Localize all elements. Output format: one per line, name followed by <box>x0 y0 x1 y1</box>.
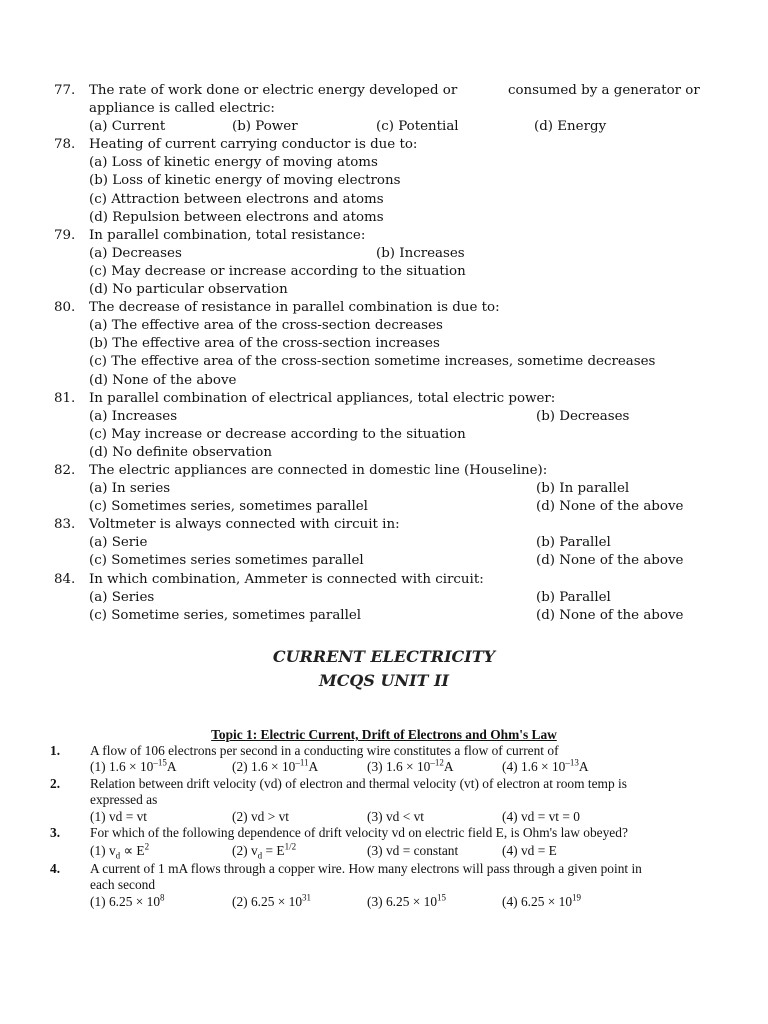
option-b: (b) The effective area of the cross-section increases <box>89 336 440 352</box>
option-d: (d) Repulsion between electrons and atoms <box>89 209 384 225</box>
option-row <box>0 534 768 552</box>
option-2 <box>232 894 311 910</box>
exponent: –15 <box>153 757 167 768</box>
option-b: (b) In parallel <box>536 481 630 497</box>
option-c: (c) Sometime series, sometimes parallel <box>89 607 362 623</box>
question-77 <box>0 82 768 100</box>
question-4-options <box>0 894 768 910</box>
option-d: (d) No particular observation <box>89 282 288 298</box>
question-3 <box>0 825 768 841</box>
option-text: (2) v <box>232 843 258 859</box>
question-number: 80. <box>54 300 76 316</box>
option-b: (b) Loss of kinetic energy of moving electrons <box>89 173 401 189</box>
question-number: 78. <box>54 137 76 153</box>
option-row <box>0 154 768 172</box>
option-b: (b) Parallel <box>536 589 611 605</box>
topic-title: Topic 1: Electric Current, Drift of Electrons and Ohm's Law <box>211 727 557 742</box>
question-text: A current of 1 mA flows through a copper wire. How many electrons will pass through a given point in <box>90 860 642 876</box>
question-number: 77. <box>54 83 76 98</box>
option-d: (d) None of the above <box>536 553 684 569</box>
option-text: (4) 6.25 × 10 <box>502 893 573 909</box>
option-d: (d) None of the above <box>89 372 237 388</box>
option-row <box>0 607 768 625</box>
option-d: (d) No definite observation <box>89 444 272 460</box>
option-c: (c) Sometimes series sometimes parallel <box>89 553 364 569</box>
question-text: For which of the following dependence of drift velocity vd on electric field E, is Ohm's law obeyed? <box>90 824 628 840</box>
question-2 <box>0 776 768 792</box>
heading-title: CURRENT ELECTRICITY <box>272 647 496 666</box>
option-row <box>0 191 768 209</box>
option-d: (d) None of the above <box>536 499 684 515</box>
option-b: (b) Parallel <box>536 535 611 551</box>
question-4-line-2 <box>0 877 768 893</box>
option-3: (3) vd < vt <box>367 808 425 824</box>
exponent: 15 <box>437 892 447 903</box>
option-d: (d) None of the above <box>536 607 684 623</box>
option-3 <box>367 894 446 910</box>
option-row <box>0 408 768 426</box>
unit: A <box>443 759 454 775</box>
question-number: 1. <box>50 743 61 758</box>
question-77-line-2 <box>0 100 768 118</box>
option-row <box>0 172 768 190</box>
question-text: The electric appliances are connected in domestic line (Houseline): <box>89 462 548 478</box>
option-text: (1) v <box>90 843 116 859</box>
question-number: 84. <box>54 571 76 587</box>
option-a: (a) Series <box>89 589 155 605</box>
question-number: 79. <box>54 227 76 243</box>
option-row <box>0 353 768 371</box>
question-number: 83. <box>54 517 76 533</box>
option-row <box>0 263 768 281</box>
option-row <box>0 245 768 263</box>
question-text: In parallel combination of electrical appliances, total electric power: <box>89 390 556 406</box>
option-row <box>0 209 768 227</box>
question-number: 4. <box>50 860 61 876</box>
option-text: (3) 1.6 × 10 <box>367 759 431 775</box>
option-4 <box>502 894 581 910</box>
subscript: d <box>115 851 121 862</box>
question-text: The decrease of resistance in parallel combination is due to: <box>89 300 500 316</box>
option-1 <box>90 841 149 861</box>
option-row <box>0 589 768 607</box>
question-text-continued: consumed by a generator or <box>508 83 700 98</box>
option-row <box>0 317 768 335</box>
exponent: 2 <box>144 841 150 852</box>
option-1 <box>90 894 165 910</box>
option-c: (c) Attraction between electrons and atoms <box>89 191 384 207</box>
unit: A <box>308 759 319 775</box>
option-a: (a) In series <box>89 481 171 497</box>
section-heading <box>0 645 768 693</box>
option-row <box>0 335 768 353</box>
question-77-options <box>0 118 768 136</box>
option-a: (a) Serie <box>89 535 148 551</box>
exponent: 31 <box>302 892 312 903</box>
option-a: (a) Current <box>89 119 166 135</box>
question-number: 2. <box>50 775 61 791</box>
question-number: 81. <box>54 390 76 406</box>
question-82 <box>0 462 768 480</box>
option-3: (3) vd = constant <box>367 843 459 859</box>
option-text: (4) 1.6 × 10 <box>502 759 566 775</box>
question-text: Relation between drift velocity (vd) of electron and thermal velocity (vt) of electron at room temp is <box>90 775 627 791</box>
option-c: (c) Potential <box>376 119 459 135</box>
option-c: (c) Sometimes series, sometimes parallel <box>89 499 368 515</box>
option-a: (a) The effective area of the cross-section decreases <box>89 318 443 334</box>
exponent: 1/2 <box>284 841 297 852</box>
exponent: –13 <box>565 757 579 768</box>
question-80 <box>0 299 768 317</box>
option-1 <box>90 759 177 775</box>
option-a: (a) Decreases <box>89 245 182 261</box>
option-b: (b) Increases <box>376 245 465 261</box>
option-2 <box>232 759 318 775</box>
option-2: (2) vd > vt <box>232 808 290 824</box>
question-78 <box>0 136 768 154</box>
option-text: (1) 1.6 × 10 <box>90 759 154 775</box>
exponent: –11 <box>295 757 309 768</box>
option-b: (b) Decreases <box>536 408 630 424</box>
option-4: (4) vd = vt = 0 <box>502 808 580 824</box>
option-2 <box>232 841 296 861</box>
option-text: (3) 6.25 × 10 <box>367 893 438 909</box>
question-text: A flow of 106 electrons per second in a conducting wire constitutes a flow of current of <box>90 743 559 758</box>
question-text: In parallel combination, total resistance: <box>89 227 366 243</box>
option-text: (2) 6.25 × 10 <box>232 893 303 909</box>
question-81 <box>0 390 768 408</box>
question-84 <box>0 571 768 589</box>
question-4 <box>0 861 768 877</box>
question-text: The rate of work done or electric energy developed or <box>89 83 458 98</box>
question-83 <box>0 516 768 534</box>
option-row <box>0 372 768 390</box>
question-79 <box>0 227 768 245</box>
mcq-section-unit-2 <box>0 726 768 910</box>
option-d: (d) Energy <box>534 119 607 135</box>
option-3 <box>367 759 454 775</box>
mcq-section-77-84 <box>0 82 768 625</box>
option-a: (a) Loss of kinetic energy of moving atoms <box>89 155 378 171</box>
option-row <box>0 480 768 498</box>
option-text: ∝ E <box>120 843 145 859</box>
question-2-line-2 <box>0 792 768 808</box>
option-c: (c) The effective area of the cross-section sometime increases, sometime decreases <box>89 354 656 370</box>
option-c: (c) May decrease or increase according to the situation <box>89 263 466 279</box>
option-row <box>0 498 768 516</box>
question-2-options <box>0 809 768 825</box>
unit: A <box>166 759 177 775</box>
option-row <box>0 444 768 462</box>
option-1: (1) vd = vt <box>90 808 148 824</box>
option-row <box>0 281 768 299</box>
option-text: = E <box>262 843 285 859</box>
question-number: 82. <box>54 462 76 478</box>
question-text: expressed as <box>90 792 158 808</box>
heading-subtitle: MCQS UNIT II <box>318 671 449 690</box>
option-text: (2) 1.6 × 10 <box>232 759 296 775</box>
question-text: appliance is called electric: <box>89 101 275 117</box>
question-text: each second <box>90 877 156 893</box>
unit: A <box>578 759 589 775</box>
option-text: (1) 6.25 × 10 <box>90 893 161 909</box>
exponent: 19 <box>572 892 582 903</box>
option-4: (4) vd = E <box>502 843 557 859</box>
question-number: 3. <box>50 824 61 840</box>
option-b: (b) Power <box>232 119 298 135</box>
question-text: In which combination, Ammeter is connected with circuit: <box>89 571 484 587</box>
option-row <box>0 552 768 570</box>
question-3-options <box>0 841 768 861</box>
option-c: (c) May increase or decrease according to the situation <box>89 426 466 442</box>
exponent: 8 <box>160 892 165 903</box>
question-text: Voltmeter is always connected with circuit in: <box>89 517 400 533</box>
question-text: Heating of current carrying conductor is due to: <box>89 137 418 153</box>
option-row <box>0 426 768 444</box>
subscript: d <box>257 851 263 862</box>
exponent: –12 <box>430 757 444 768</box>
question-1 <box>0 743 768 759</box>
option-4 <box>502 759 589 775</box>
option-a: (a) Increases <box>89 408 178 424</box>
question-1-options <box>0 759 768 775</box>
